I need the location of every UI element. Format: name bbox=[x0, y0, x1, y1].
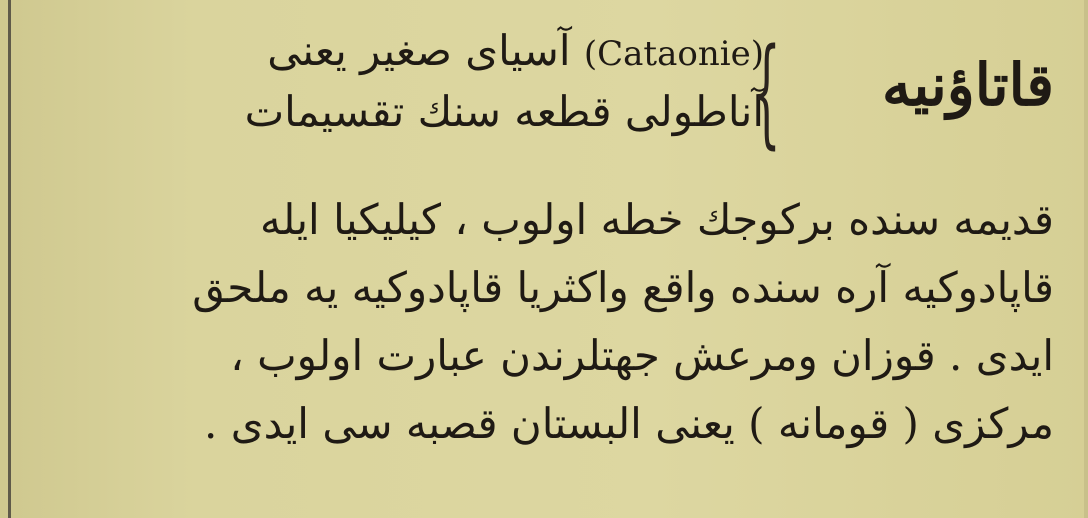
left-margin-rule bbox=[8, 0, 11, 518]
grouping-brace: { bbox=[752, 22, 781, 160]
body-line: مرکزی ( قومانه ) یعنی البستان قصبه سی ایدی . bbox=[204, 399, 1054, 448]
definition-header-text-1: آسیای صغیر یعنی bbox=[267, 26, 571, 75]
entry-headword: قاتاؤنيه bbox=[882, 51, 1054, 119]
right-page-edge bbox=[1084, 0, 1088, 518]
body-line: ایدی . قوزان ومرعش جهتلرندن عبارت اولوب ، bbox=[230, 331, 1054, 380]
entry-header bbox=[36, 22, 1054, 172]
entry-definition-header bbox=[36, 22, 764, 141]
latin-term: (Cataonie) bbox=[583, 34, 764, 74]
entry-body bbox=[36, 186, 1054, 458]
definition-header-line-1 bbox=[36, 22, 764, 83]
body-line: قدیمه سنده برکوجك خطه اولوب ، کیلیکیا ایله bbox=[259, 195, 1054, 244]
body-line: قاپادوکیه آره سنده واقع واکثریا قاپادوکیه یه ملحق bbox=[192, 263, 1054, 312]
definition-header-line-2: آناطولی قطعه سنك تقسیمات bbox=[244, 87, 764, 136]
